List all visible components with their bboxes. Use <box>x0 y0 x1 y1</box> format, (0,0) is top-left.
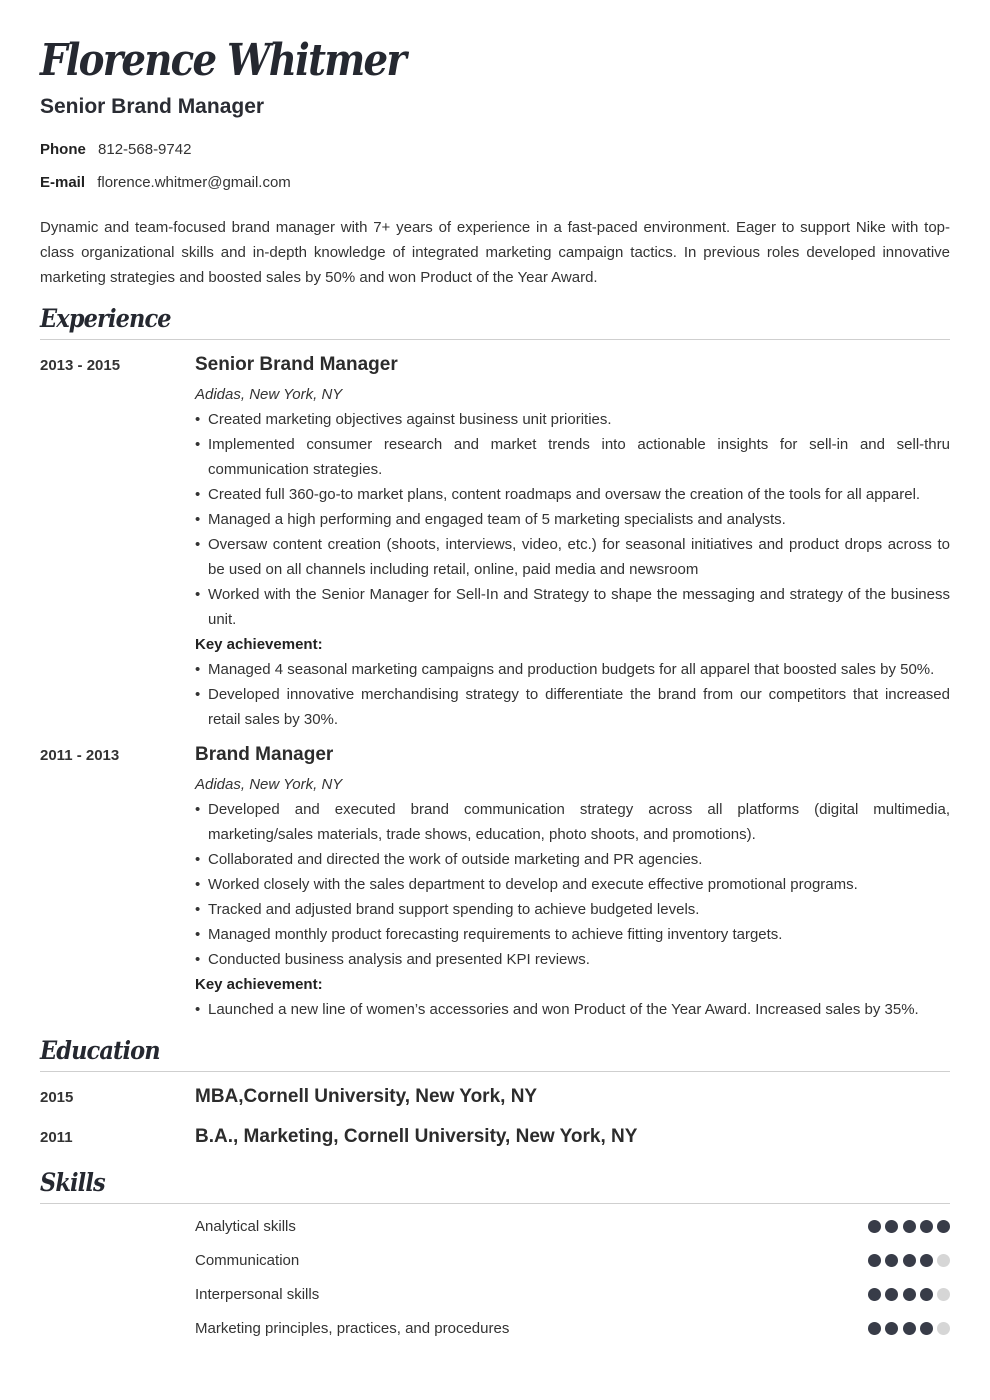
candidate-title: Senior Brand Manager <box>40 95 265 118</box>
skill-name: Analytical skills <box>195 1218 296 1235</box>
job-responsibilities <box>195 407 950 632</box>
list-item: • Worked with the Senior Manager for Sell-In and Strategy to shape the messaging and strategy of the business unit. <box>195 582 950 632</box>
rating-dot-filled <box>868 1322 881 1335</box>
skills-heading: Skills <box>40 1168 105 1197</box>
rating-dot-filled <box>885 1288 898 1301</box>
list-item: • Created full 360-go-to market plans, content roadmaps and oversaw the creation of the tools for all apparel. <box>195 482 950 507</box>
key-achievement-label: Key achievement: <box>195 636 323 653</box>
list-item: • Created marketing objectives against business unit priorities. <box>195 407 950 432</box>
skill-name: Interpersonal skills <box>195 1286 320 1303</box>
list-item: • Tracked and adjusted brand support spending to achieve budgeted levels. <box>195 897 950 922</box>
skill-name: Marketing principles, practices, and procedures <box>195 1320 510 1337</box>
contact-email-label: E-mail <box>40 174 86 191</box>
skill-rating <box>868 1288 950 1302</box>
education-degree: B.A., Marketing, Cornell University, New York, NY <box>195 1126 638 1147</box>
education-degree: MBA,Cornell University, New York, NY <box>195 1086 538 1107</box>
job-responsibilities <box>195 797 950 972</box>
list-item: • Managed monthly product forecasting requirements to achieve fitting inventory targets. <box>195 922 950 947</box>
professional-summary: Dynamic and team-focused brand manager with 7+ years of experience in a fast-paced environment. Eager to support Nike with top-class organizational skills and in-depth knowledge of integrated marketing campaign tactics. In previous roles developed innovative marketing strategies and boosted sales by 50% and won Product of the Year Award. <box>40 219 950 286</box>
rating-dot-filled <box>885 1322 898 1335</box>
rating-dot-empty <box>937 1322 950 1335</box>
skill-rating <box>868 1220 950 1234</box>
skill-rating <box>868 1322 950 1336</box>
rating-dot-filled <box>920 1220 933 1233</box>
list-item: • Developed innovative merchandising strategy to differentiate the brand from our competitors that increased retail sales by 30%. <box>195 682 950 732</box>
education-divider <box>40 1071 950 1072</box>
contact-email-value: florence.whitmer@gmail.com <box>97 174 291 191</box>
job-company: Adidas, New York, NY <box>195 776 343 793</box>
candidate-name: Florence Whitmer <box>40 35 405 86</box>
education-year: 2011 <box>40 1129 73 1146</box>
education-heading: Education <box>40 1036 160 1065</box>
job-entry <box>195 353 950 732</box>
list-item: • Oversaw content creation (shoots, interviews, video, etc.) for seasonal initiatives and product drops across to be used on all channels including retail, online, paid media and newsroom <box>195 532 950 582</box>
rating-dot-filled <box>903 1288 916 1301</box>
job-title: Senior Brand Manager <box>195 354 398 375</box>
list-item: • Managed 4 seasonal marketing campaigns and production budgets for all apparel that boosted sales by 50%. <box>195 657 950 682</box>
contact-phone <box>40 140 191 160</box>
skill-rating <box>868 1254 950 1268</box>
key-achievement-label: Key achievement: <box>195 976 323 993</box>
job-title: Brand Manager <box>195 744 334 765</box>
rating-dot-filled <box>868 1254 881 1267</box>
rating-dot-filled <box>920 1288 933 1301</box>
job-achievements <box>195 657 950 732</box>
rating-dot-filled <box>937 1220 950 1233</box>
rating-dot-filled <box>920 1322 933 1335</box>
job-company: Adidas, New York, NY <box>195 386 343 403</box>
rating-dot-filled <box>868 1288 881 1301</box>
job-dates: 2013 - 2015 <box>40 357 121 374</box>
rating-dot-filled <box>868 1220 881 1233</box>
rating-dot-filled <box>920 1254 933 1267</box>
experience-heading: Experience <box>40 304 171 333</box>
rating-dot-filled <box>885 1220 898 1233</box>
rating-dot-empty <box>937 1288 950 1301</box>
job-dates: 2011 - 2013 <box>40 747 120 764</box>
experience-divider <box>40 339 950 340</box>
list-item: • Developed and executed brand communication strategy across all platforms (digital multimedia, marketing/sales materials, trade shows, education, photo shoots, and promotions). <box>195 797 950 847</box>
contact-phone-value: 812-568-9742 <box>98 141 192 158</box>
rating-dot-filled <box>903 1322 916 1335</box>
list-item: • Worked closely with the sales department to develop and execute effective promotional programs. <box>195 872 950 897</box>
rating-dot-empty <box>937 1254 950 1267</box>
list-item: • Collaborated and directed the work of outside marketing and PR agencies. <box>195 847 950 872</box>
rating-dot-filled <box>885 1254 898 1267</box>
contact-phone-label: Phone <box>40 141 86 158</box>
list-item: • Launched a new line of women’s accessories and won Product of the Year Award. Increased sales by 35%. <box>195 997 950 1022</box>
job-entry <box>195 743 950 1022</box>
skill-name: Communication <box>195 1252 300 1269</box>
education-year: 2015 <box>40 1089 74 1106</box>
contact-email <box>40 173 291 193</box>
list-item: • Managed a high performing and engaged team of 5 marketing specialists and analysts. <box>195 507 950 532</box>
rating-dot-filled <box>903 1220 916 1233</box>
rating-dot-filled <box>903 1254 916 1267</box>
skills-divider <box>40 1203 950 1204</box>
list-item: • Conducted business analysis and presented KPI reviews. <box>195 947 950 972</box>
job-achievements <box>195 997 950 1022</box>
list-item: • Implemented consumer research and market trends into actionable insights for sell-in and sell-thru communication strategies. <box>195 432 950 482</box>
